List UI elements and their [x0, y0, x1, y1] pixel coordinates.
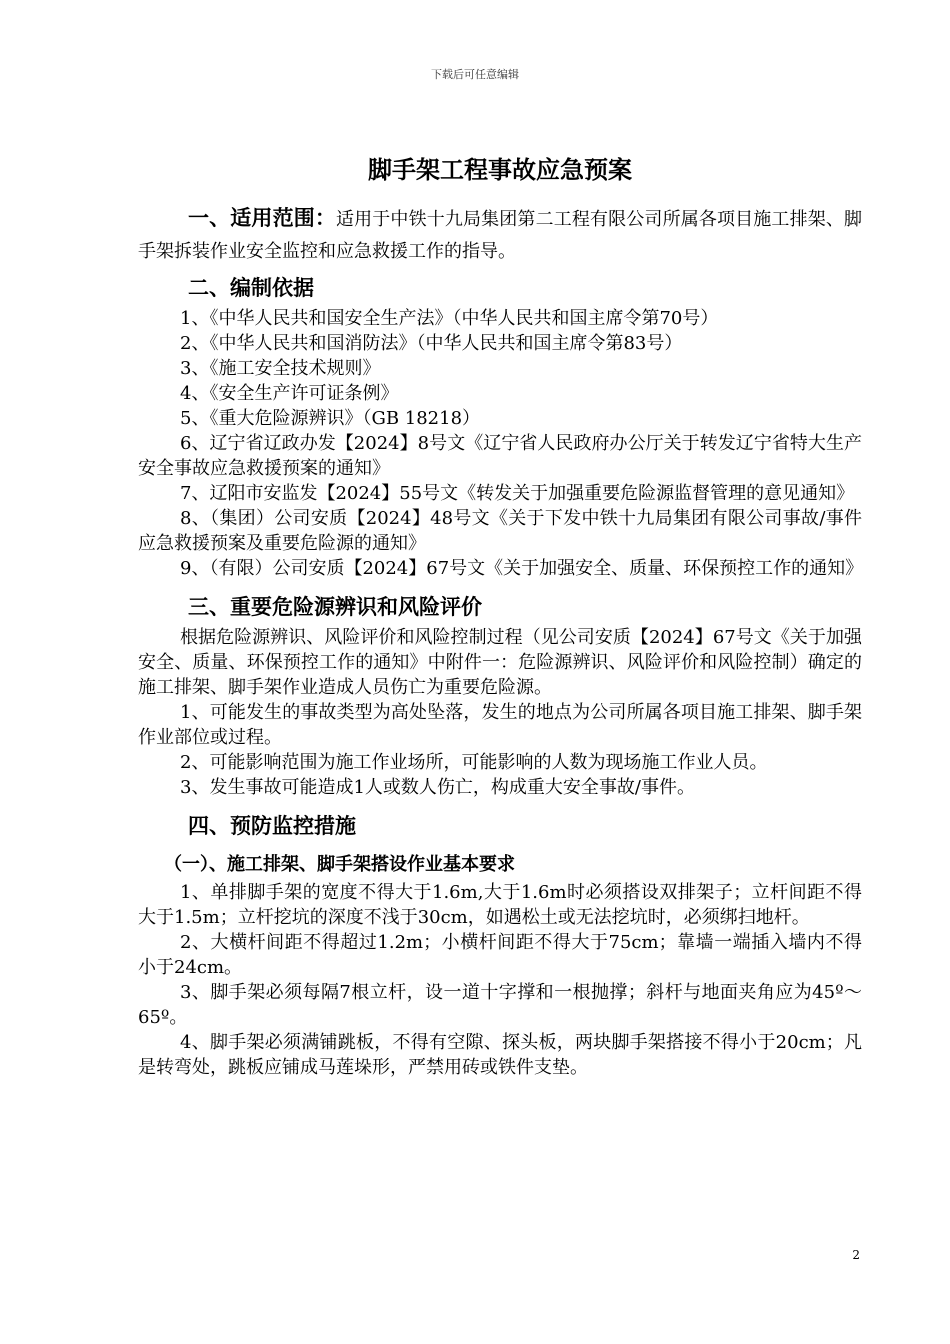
scope-section	[138, 202, 862, 268]
basis-item: 7、辽阳市安监发【2024】55号文《转发关于加强重要危险源监督管理的意见通知》	[180, 483, 855, 504]
hazard-paragraph: 2、可能影响范围为施工作业场所，可能影响的人数为现场施工作业人员。	[180, 752, 768, 773]
document-title: 脚手架工程事故应急预案	[368, 156, 632, 184]
prevention-subheading: （一）、施工排架、脚手架搭设作业基本要求	[164, 854, 515, 875]
scope-heading: 一、适用范围：	[188, 206, 336, 230]
prevention-heading: 四、预防监控措施	[188, 814, 356, 838]
prevention-paragraph: 1、单排脚手架的宽度不得大于1.6m,大于1.6m时必须搭设双排架子；立杆间距不得大于1.5m；立杆挖坑的深度不浅于30cm，如遇松土或无法挖坑时，必须绑扫地杆。	[138, 882, 862, 928]
prevention-paragraph: 2、大横杆间距不得超过1.2m；小横杆间距不得大于75cm；靠墙一端插入墙内不得小于24cm。	[138, 932, 862, 978]
hazard-paragraph: 1、可能发生的事故类型为高处坠落，发生的地点为公司所属各项目施工排架、脚手架作业部位或过程。	[138, 702, 862, 748]
basis-item: 4、《安全生产许可证条例》	[180, 383, 399, 404]
basis-item: 9、（有限）公司安质【2024】67号文《关于加强安全、质量、环保预控工作的通知》	[180, 558, 864, 579]
basis-item: 2、《中华人民共和国消防法》（中华人民共和国主席令第83号）	[180, 333, 683, 354]
basis-item: 5、《重大危险源辨识》（GB 18218）	[180, 408, 481, 429]
basis-item: 1、《中华人民共和国安全生产法》（中华人民共和国主席令第70号）	[180, 308, 719, 329]
basis-item: 6、辽宁省辽政办发【2024】8号文《辽宁省人民政府办公厅关于转发辽宁省特大生产安全事故应急救援预案的通知》	[138, 433, 862, 479]
page-number: 2	[852, 1248, 860, 1262]
header-note: 下载后可任意编辑	[431, 68, 519, 81]
hazard-paragraph: 3、发生事故可能造成1人或数人伤亡，构成重大安全事故/事件。	[180, 777, 695, 798]
basis-item: 8、（集团）公司安质【2024】48号文《关于下发中铁十九局集团有限公司事故/事件应急救援预案及重要危险源的通知》	[138, 508, 862, 554]
hazard-heading: 三、重要危险源辨识和风险评价	[188, 595, 482, 619]
basis-heading: 二、编制依据	[188, 276, 314, 300]
scope-text: 适用于中铁十九局集团第二工程有限公司所属各项目施工排架、脚手架拆装作业安全监控和应急救援工作的指导。	[138, 209, 862, 262]
prevention-paragraph: 3、脚手架必须每隔7根立杆，设一道十字撑和一根抛撑；斜杆与地面夹角应为45º～65º。	[138, 982, 862, 1028]
prevention-paragraph: 4、脚手架必须满铺跳板，不得有空隙、探头板，两块脚手架搭接不得小于20cm；凡是转弯处，跳板应铺成马莲垛形，严禁用砖或铁件支垫。	[138, 1032, 862, 1078]
document-body	[138, 150, 862, 1080]
hazard-paragraph: 根据危险源辨识、风险评价和风险控制过程（见公司安质【2024】67号文《关于加强安全、质量、环保预控工作的通知》中附件一：危险源辨识、风险评价和风险控制）确定的施工排架、脚手架作业造成人员伤亡为重要危险源。	[138, 627, 862, 698]
basis-item: 3、《施工安全技术规则》	[180, 358, 381, 379]
